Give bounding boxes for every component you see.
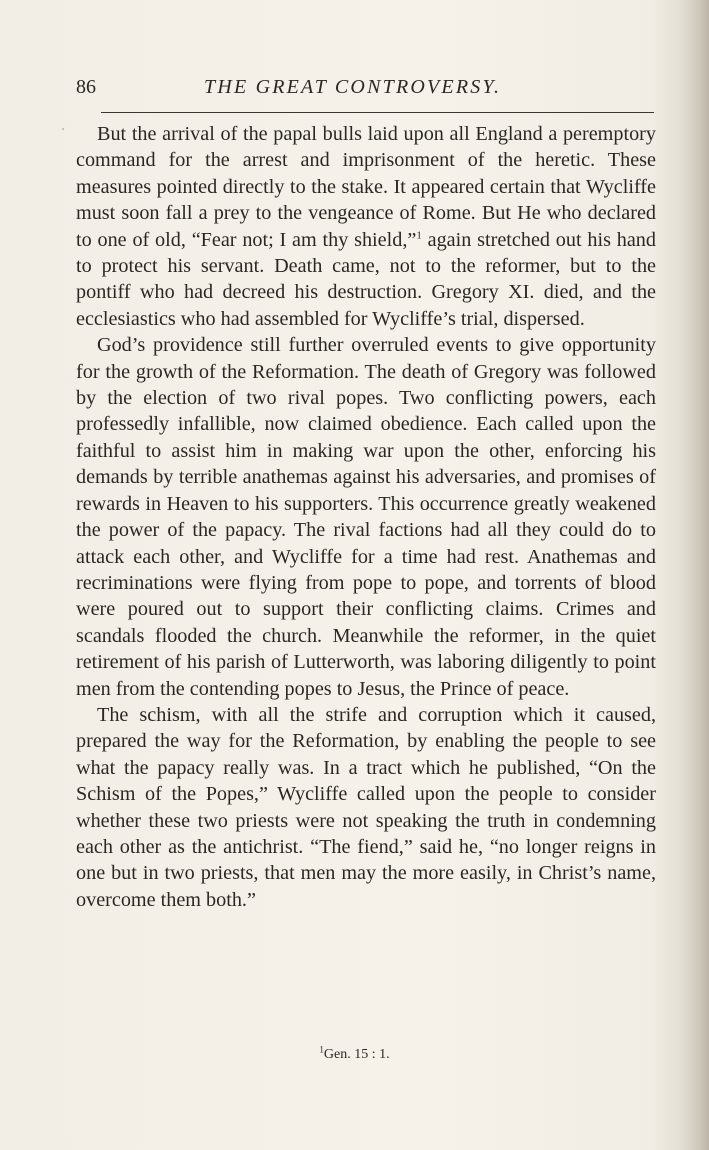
footnote-marker: 1: [319, 1044, 324, 1055]
page-header: [76, 76, 656, 102]
paragraph-2: God’s providence still further overruled events to give opportunity for the growth of the Reformation. The death of Gregory was followed by the election of two rival popes. Two conflicting powers, each professedly infallible, now claimed obedience. Each called upon the faithful to assist him in making war upon the other, enforcing his demands by terrible anathemas against his adversaries, and promises of rewards in Heaven to his supporters. This occurrence greatly weakened the power of the papacy. The rival factions had all they could do to attack each other, and Wycliffe for a time had rest. Anathemas and recriminations were flying from pope to pope, and torrents of blood were poured out to support their conflicting claims. Crimes and scandals flooded the church. Meanwhile the reformer, in the quiet retirement of his parish of Lutterworth, was laboring diligently to point men from the contending popes to Jesus, the Prince of peace.: [76, 334, 656, 700]
paragraph-1-text-after: again stretched out his hand to protect his servant. Death came, not to the reformer, but to the pontiff who had decreed his destruction. Gregory XI. died, and the ecclesiastics who had assembled for Wycliffe’s trial, dispersed.: [76, 228, 656, 330]
body-text: [76, 121, 656, 913]
footnote: [0, 1044, 709, 1063]
page-number: 86: [76, 76, 96, 98]
running-title: THE GREAT CONTROVERSY.: [204, 76, 502, 98]
paragraph-3: The schism, with all the strife and corruption which it caused, prepared the way for the Reformation, by enabling the people to see what the papacy really was. In a tract which he published, “On the Schism of the Popes,” Wycliffe called upon the people to consider whether these two priests were not speaking the truth in condemning each other as the antichrist. “The fiend,” said he, “no longer reigns in one but in two priests, that men may the more easily, in Christ’s name, overcome them both.”: [76, 703, 656, 911]
paper-speck: [62, 128, 64, 130]
paragraph-1-text-before: But the arrival of the papal bulls laid upon all England a peremptory command for the arrest and imprisonment of the heretic. These measures pointed directly to the stake. It appeared certain that Wycliffe must soon fall a prey to the vengeance of Rome. But He who declared to one of old, “Fear not; I am thy shield,”: [76, 123, 656, 251]
paragraph-1: [76, 121, 656, 332]
header-rule: [101, 112, 654, 113]
footnote-text: Gen. 15 : 1.: [323, 1047, 390, 1062]
footnote-reference[interactable]: 1: [416, 228, 422, 241]
